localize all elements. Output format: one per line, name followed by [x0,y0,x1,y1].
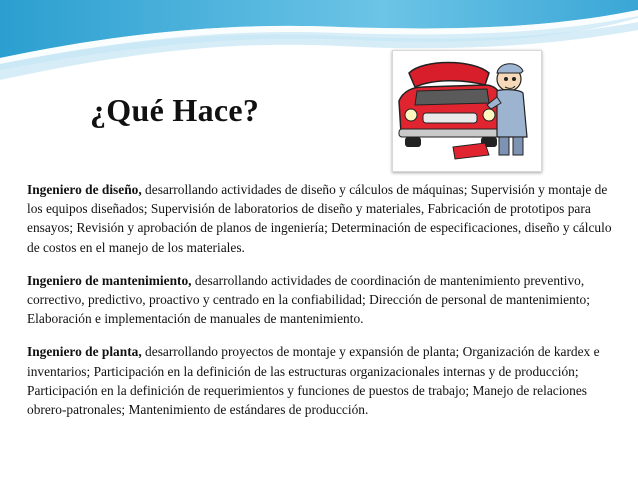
term-ingeniero-diseno: Ingeniero de diseño, [27,182,142,197]
description-ingeniero-mantenimiento: desarrollando actividades de coordinación de mantenimiento preventivo, correctivo, predictivo, proactivo y centrado en la confiabilidad; Dirección de personal de mantenimiento; Elaboración e implementación de manuales de mantenimiento. [27,272,590,327]
slide-title: ¿Qué Hace? [90,92,260,128]
term-ingeniero-planta: Ingeniero de planta, [27,344,142,360]
slide-body [27,180,622,433]
paragraph-ingeniero-diseno [27,180,622,257]
description-ingeniero-planta: desarrollando proyectos de montaje y expansión de planta; Organización de kardex e inventarios; Participación en la definición de las estructuras organizacionales internas y de producción; Participación en la definición de requerimientos y funciones de puestos de trabajo; Manejo de relaciones obrero-patronales; Mantenimiento de estándares de producción. [27,344,600,418]
mechanic-car-illustration [392,50,542,172]
term-ingeniero-mantenimiento: Ingeniero de mantenimiento, [27,272,192,288]
description-ingeniero-diseno: desarrollando actividades de diseño y cálculos de máquinas; Supervisión y montaje de los equipos diseñados; Supervisión de laboratorios de diseño y materiales, Fabricación de prototipos para ensayos; Revisión y aprobación de planos de ingeniería; Determinación de especificaciones, diseño y cálculo de costos en el manejo de los materiales. [27,182,612,255]
mechanic-car-icon [393,51,541,171]
paragraph-ingeniero-mantenimiento [27,271,622,329]
paragraph-ingeniero-planta [27,342,622,419]
